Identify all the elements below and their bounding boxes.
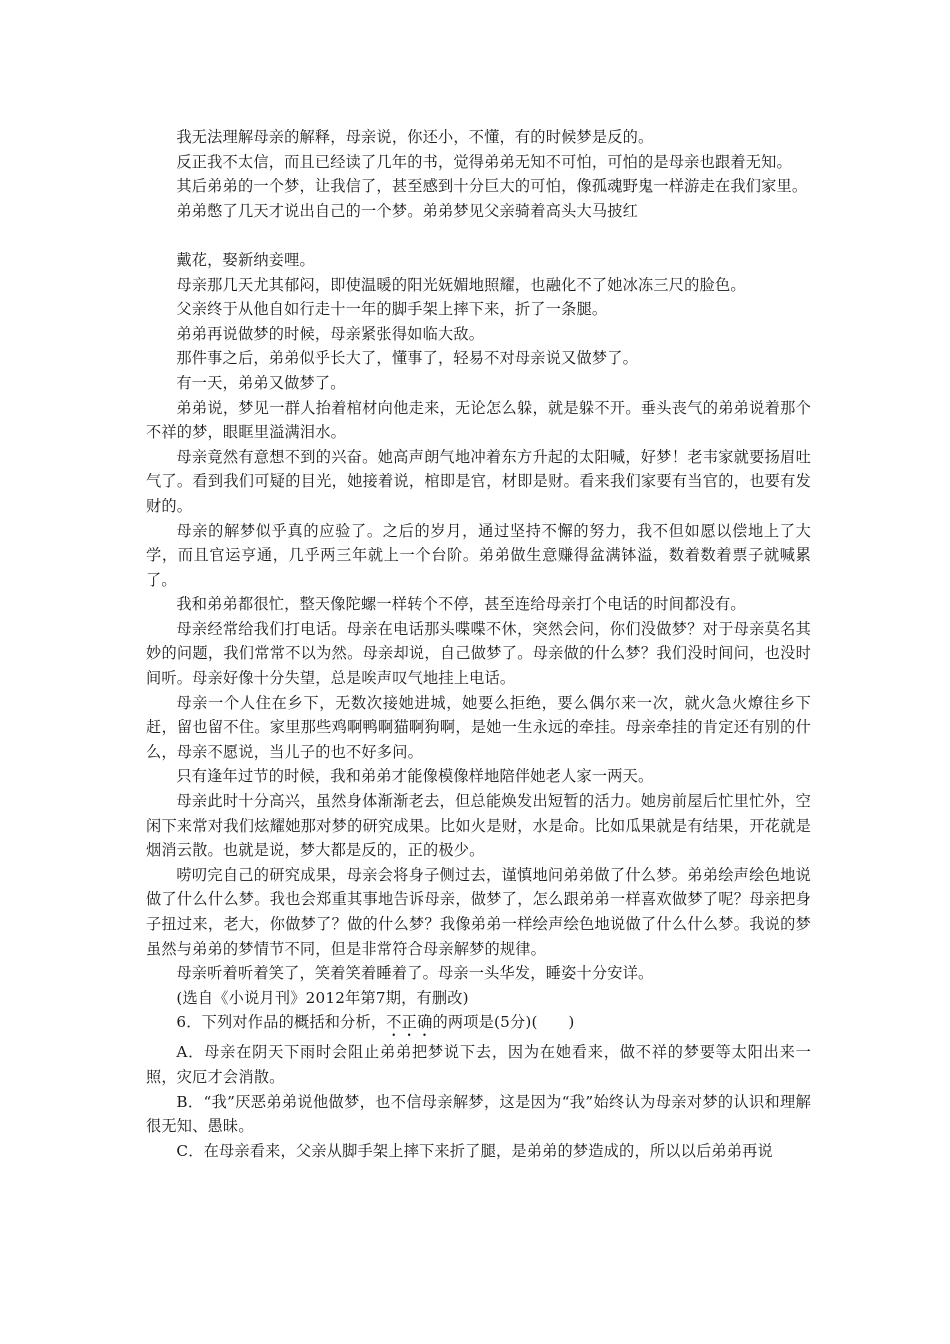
blank-line	[146, 223, 811, 248]
paragraph-12: 母亲竟然有意想不到的兴奋。她高声朗气地冲着东方升起的太阳喊，好梦！老韦家就要扬眉吐气了。看到我们可疑的目光，她接着说，棺即是官，材即是财。看来我们家要有当官的，也要有发财的。	[146, 447, 811, 515]
paragraph-13: 母亲的解梦似乎真的应验了。之后的岁月，通过坚持不懈的努力，我不但如愿以偿地上了大学，而且官运亨通，几乎两三年就上一个台阶。弟弟做生意赚得盆满钵溢，数着数着票子就喊累了。	[146, 521, 811, 589]
paragraph-17: 只有逢年过节的时候，我和弟弟才能像模像样地陪伴她老人家一两天。	[176, 767, 654, 786]
question-6-stem	[146, 1010, 811, 1040]
source-citation: (选自《小说月刊》2012年第7期，有删改)	[176, 988, 469, 1007]
paragraph-16: 母亲一个人住在乡下，无数次接她进城，她要么拒绝，要么偶尔来一次，就火急火燎往乡下赶，留也留不住。家里那些鸡啊鸭啊猫啊狗啊，是她一生永远的牵挂。母亲牵挂的肯定还有别的什么，母亲不愿说，当儿子的也不好多问。	[146, 693, 811, 761]
paragraph-10: 有一天，弟弟又做梦了。	[176, 373, 346, 392]
paragraph-5: 戴花，娶新纳妾哩。	[176, 250, 315, 269]
paragraph-2: 反正我不太信，而且已经读了几年的书，觉得弟弟无知不可怕，可怕的是母亲也跟着无知。	[176, 152, 792, 171]
paragraph-7: 父亲终于从他自如行走十一年的脚手架上摔下来，折了一条腿。	[176, 300, 608, 319]
paragraph-3: 其后弟弟的一个梦，让我信了，甚至感到十分巨大的可怕，像孤魂野鬼一样游走在我们家里。	[176, 177, 808, 196]
paragraph-4: 弟弟憋了几天才说出自己的一个梦。弟弟梦见父亲骑着高头大马披红	[176, 201, 639, 220]
question-stem-emphasis: 不正确	[386, 1013, 433, 1032]
paragraph-14: 我和弟弟都很忙，整天像陀螺一样转个不停，甚至连给母亲打个电话的时间都没有。	[176, 595, 746, 614]
question-stem-after: 的两项是(5分)( )	[432, 1013, 575, 1032]
option-c: C．在母亲看来，父亲从脚手架上摔下来折了腿，是弟弟的梦造成的，所以以后弟弟再说	[176, 1141, 773, 1160]
paragraph-20: 母亲听着听着笑了，笑着笑着睡着了。母亲一头华发，睡姿十分安详。	[176, 964, 654, 983]
paragraph-8: 弟弟再说做梦的时候，母亲紧张得如临大敌。	[176, 324, 485, 343]
paragraph-18: 母亲此时十分高兴，虽然身体渐渐老去，但总能焕发出短暂的活力。她房前屋后忙里忙外，空闲下来常对我们炫耀她那对梦的研究成果。比如火是财，水是命。比如瓜果就是有结果，开花就是烟消云散。也就是说，梦大都是反的，正的极少。	[146, 792, 811, 860]
option-b: B．“我”厌恶弟弟说他做梦，也不信母亲解梦，这是因为“我”始终认为母亲对梦的认识和理解很无知、愚昧。	[146, 1092, 811, 1136]
paragraph-9: 那件事之后，弟弟似乎长大了，懂事了，轻易不对母亲说又做梦了。	[176, 349, 639, 368]
paragraph-6: 母亲那几天尤其郁闷，即使温暖的阳光妩媚地照耀，也融化不了她冰冻三尺的脸色。	[176, 275, 746, 294]
paragraph-11: 弟弟说，梦见一群人抬着棺材向他走来，无论怎么躲，就是躲不开。垂头丧气的弟弟说着那个不祥的梦，眼眶里溢满泪水。	[146, 398, 811, 442]
document-page	[146, 125, 811, 1163]
question-stem-before: 6．下列对作品的概括和分析，	[176, 1013, 387, 1032]
paragraph-15: 母亲经常给我们打电话。母亲在电话那头喋喋不休，突然会问，你们没做梦？对于母亲莫名其妙的问题，我们常常不以为然。母亲却说，自己做梦了。母亲做的什么梦？我们没时间问，也没时间听。母亲好像十分失望，总是唉声叹气地挂上电话。	[146, 619, 811, 688]
option-a: A．母亲在阴天下雨时会阻止弟弟把梦说下去，因为在她看来，做不祥的梦要等太阳出来一照，灾厄才会消散。	[146, 1043, 811, 1086]
paragraph-1: 我无法理解母亲的解释，母亲说，你还小，不懂，有的时候梦是反的。	[176, 128, 654, 146]
paragraph-19: 唠叨完自己的研究成果，母亲会将身子侧过去，谨慎地问弟弟做了什么梦。弟弟绘声绘色地说做了什么什么梦。我也会郑重其事地告诉母亲，做梦了，怎么跟弟弟一样喜欢做梦了呢？母亲把身子扭过来，老大，你做梦了？做的什么梦？我像弟弟一样绘声绘色地说做了什么什么梦。我说的梦虽然与弟弟的梦情节不同，但是非常符合母亲解梦的规律。	[146, 865, 811, 958]
